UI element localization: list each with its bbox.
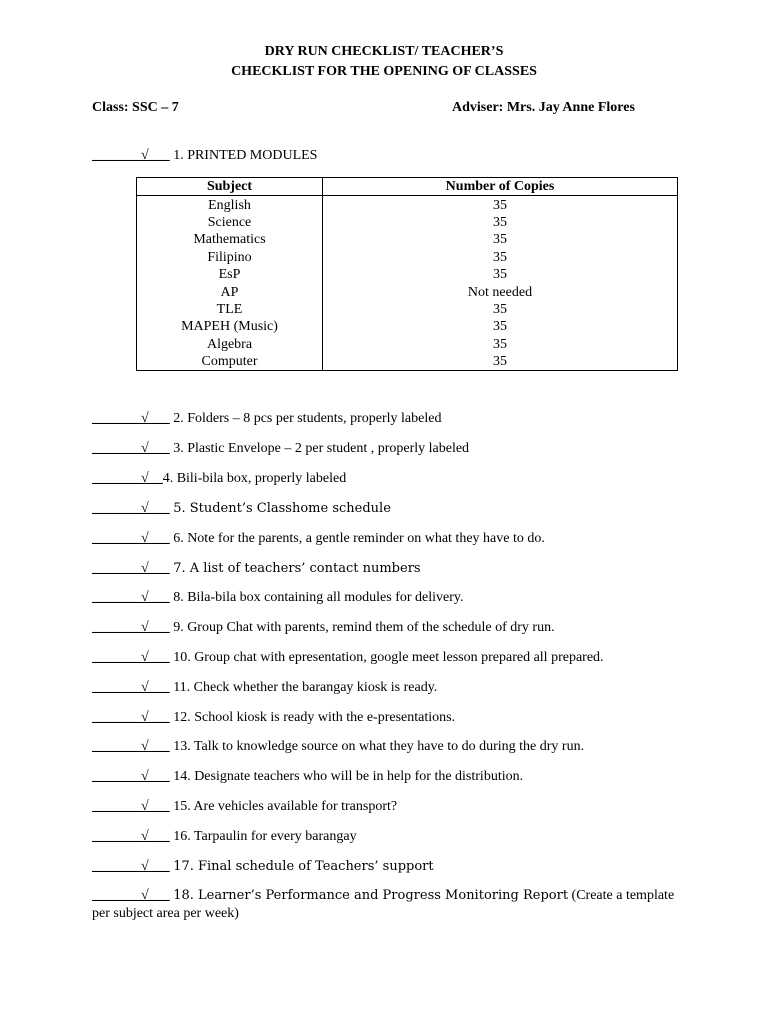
table-row [137,301,678,318]
subject-cell: EsP [137,266,323,283]
copies-cell: Not needed [323,283,678,300]
checklist-item-9 [92,619,692,637]
check-mark: _______√___ [92,590,170,605]
subject-cell: Filipino [137,249,323,266]
check-mark: _______√___ [92,888,170,903]
copies-cell: 35 [323,353,678,371]
check-mark: _______√___ [92,561,170,576]
checklist-item-text: 11. Check whether the barangay kiosk is ready. [173,680,438,695]
checklist-item-6 [92,530,692,548]
table-row [137,196,678,214]
table-row [137,266,678,283]
copies-cell: 35 [323,301,678,318]
subject-cell: MAPEH (Music) [137,318,323,335]
checklist-item-text: 5. Student’s Classhome schedule [173,501,391,516]
copies-cell: 35 [323,214,678,231]
printed-modules-table [136,177,678,371]
copies-cell: 35 [323,318,678,335]
check-mark: _______√___ [92,739,170,754]
copies-cell: 35 [323,196,678,214]
checklist-item-text: 13. Talk to knowledge source on what they have to do during the dry run. [173,739,585,754]
check-mark: _______√__ [92,471,163,486]
checklist-item-13 [92,738,692,756]
table-row [137,353,678,371]
subject-cell: TLE [137,301,323,318]
checklist-item-4 [92,470,692,488]
check-mark: _______√___ [92,799,170,814]
checklist-item-5 [92,500,692,518]
checklist-item-text: 12. School kiosk is ready with the e-presentations. [173,710,456,725]
checklist-item-text: 9. Group Chat with parents, remind them of the schedule of dry run. [173,620,555,635]
table-row [137,249,678,266]
table-row [137,214,678,231]
check-mark: _______√___ [92,650,170,665]
column-header-subject: Subject [137,178,323,196]
checklist-item-18 [92,887,692,923]
checklist-item-text: 15. Are vehicles available for transport? [173,799,398,814]
check-mark: _______√___ [92,501,170,516]
copies-cell: 35 [323,231,678,248]
checklist-item-text: 7. A list of teachers’ contact numbers [173,561,421,576]
checklist-item-note: (Create a template per subject area per week) [92,888,675,921]
document-title-line-1: DRY RUN CHECKLIST/ TEACHER’S [264,44,504,59]
table-row [137,336,678,353]
checklist-item-7 [92,560,692,578]
checklist-item-15 [92,798,692,816]
checklist-item-17 [92,858,692,876]
table-row [137,318,678,335]
checklist-item-text: 3. Plastic Envelope – 2 per student , properly labeled [173,441,470,456]
checklist-item-text: 17. Final schedule of Teachers’ support [173,859,434,874]
check-mark: _______√___ [92,710,170,725]
checklist-item-text: 10. Group chat with epresentation, google meet lesson prepared all prepared. [173,650,604,665]
copies-cell: 35 [323,336,678,353]
checklist-item-text: 6. Note for the parents, a gentle reminder on what they have to do. [173,531,545,546]
checklist-item-text: 1. PRINTED MODULES [173,148,318,163]
check-mark: _______√___ [92,829,170,844]
checklist-item-text: 14. Designate teachers who will be in help for the distribution. [173,769,524,784]
column-header-copies: Number of Copies [323,178,678,196]
subject-cell: Science [137,214,323,231]
checklist-item-text: 18. Learner’s Performance and Progress Monitoring Report [173,888,569,903]
check-mark: _______√___ [92,620,170,635]
checklist-item-text: 16. Tarpaulin for every barangay [173,829,357,844]
checklist-item-2 [92,410,692,428]
subject-cell: English [137,196,323,214]
copies-cell: 35 [323,266,678,283]
table-header-row [137,178,678,196]
check-mark: _______√___ [92,148,170,163]
check-mark: _______√___ [92,769,170,784]
subject-cell: Computer [137,353,323,371]
checklist-item-12 [92,709,692,727]
check-mark: _______√___ [92,531,170,546]
checklist-item-3 [92,440,692,458]
adviser-label: Adviser: Mrs. Jay Anne Flores [452,100,635,115]
table-row [137,283,678,300]
subject-cell: Algebra [137,336,323,353]
check-mark: _______√___ [92,411,170,426]
subject-cell: AP [137,283,323,300]
copies-cell: 35 [323,249,678,266]
checklist-item-text: 4. Bili-bila box, properly labeled [162,471,347,486]
check-mark: _______√___ [92,859,170,874]
class-label: Class: SSC – 7 [92,100,179,115]
checklist-item-text: 2. Folders – 8 pcs per students, properly labeled [173,411,442,426]
document-title-line-2: CHECKLIST FOR THE OPENING OF CLASSES [231,64,537,79]
checklist-item-16 [92,828,692,846]
checklist-item-11 [92,679,692,697]
checklist-item-8 [92,589,692,607]
check-mark: _______√___ [92,441,170,456]
table-row [137,231,678,248]
checklist-item-10 [92,649,692,667]
checklist-item-1 [92,147,692,165]
checklist-item-text: 8. Bila-bila box containing all modules for delivery. [173,590,464,605]
subject-cell: Mathematics [137,231,323,248]
checklist-item-14 [92,768,692,786]
check-mark: _______√___ [92,680,170,695]
